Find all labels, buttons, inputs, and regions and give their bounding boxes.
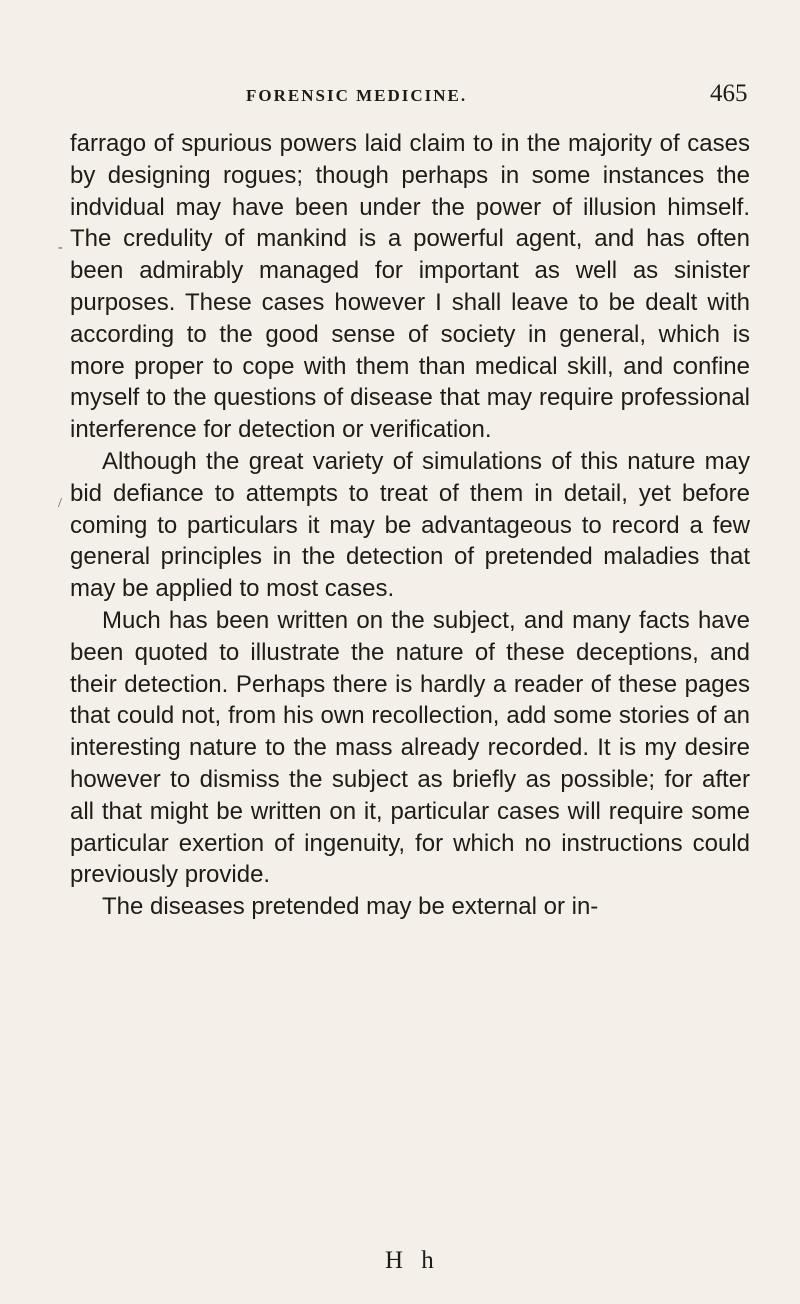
running-title: FORENSIC MEDICINE.: [246, 86, 468, 105]
margin-tick: -: [58, 240, 63, 255]
page-number: 465: [710, 80, 748, 107]
paragraph-2: Although the great variety of simulations of this nature may bid defiance to attempts to treat of them in detail, yet before coming to particulars it may be advantageous to record a few general principles in the detection of pretended maladies that may be applied to most cases.: [70, 447, 750, 603]
body-text: [70, 128, 750, 923]
paragraph-3: Much has been written on the subject, and many facts have been quoted to illustrate the nature of these deceptions, and their detection. Perhaps there is hardly a reader of these pages that could not, from his own recollection, add some stories of an interesting nature to the mass already recorded. It is my desire however to dismiss the subject as briefly as possible; for after all that might be written on it, particular cases will require some particular exertion of ingenuity, for which no instructions could previously provide.: [70, 606, 750, 889]
margin-tick: /: [58, 496, 62, 511]
paragraph-4: The diseases pretended may be external or in-: [102, 893, 599, 921]
signature-mark: H h: [385, 1247, 440, 1274]
paragraph-1: farrago of spurious powers laid claim to in the majority of cases by designing rogues; though perhaps in some instances the indvidual may have been under the power of illusion himself. The credulity of mankind is a powerful agent, and has often been admirably managed for important as well as sinister purposes. These cases however I shall leave to be dealt with according to the good sense of society in general, which is more proper to cope with them than medical skill, and confine myself to the questions of disease that may require professional interference for detection or verification.: [70, 130, 750, 444]
